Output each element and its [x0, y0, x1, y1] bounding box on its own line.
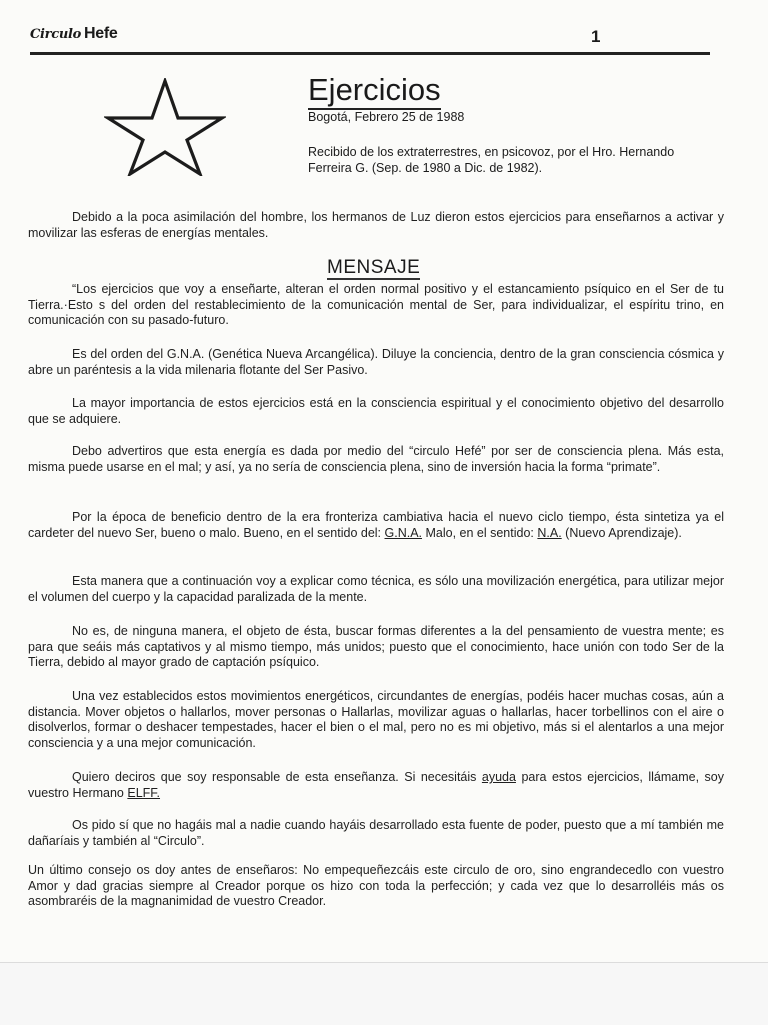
ayuda-word: ayuda [481, 770, 516, 784]
na-abbreviation: N.A. [537, 525, 562, 540]
paragraph-text: Os pido sí que no hagáis mal a nadie cuando hayáis desarrollado esta fuente de poder, puesto que a mí también me dañaríais y también al “Circulo”. [28, 818, 724, 848]
paragraph-text: “Los ejercicios que voy a enseñarte, alteran el orden normal positivo y el estancamiento psíquico en el Ser de tu Tierra.·Esto s del orden del restablecimiento de la comunicación mental de Ser, para individualizar, el espíritu trino, en comunicación con su pasado-futuro. [28, 282, 724, 327]
paragraph [28, 689, 724, 751]
page-number: 1 [591, 27, 601, 46]
header-logo [30, 25, 118, 43]
paragraph [28, 818, 724, 849]
paragraph [28, 282, 724, 329]
gna-abbreviation: G.N.A. [384, 525, 423, 540]
intro-paragraph [28, 210, 724, 241]
paragraph-text: (Nuevo Aprendizaje). [561, 525, 682, 540]
paragraph [28, 444, 724, 475]
section-heading: MENSAJE [327, 257, 421, 278]
paragraph-text: Debo advertiros que esta energía es dada por medio del “circulo Hefé” por ser de consciencia plena. Más esta, misma puede usarse en el mal; y así, ya no sería de consciencia plena, sino de inversión hacia la forma “primate”. [28, 444, 724, 474]
document-date: Bogotá, Febrero 25 de 1988 [308, 110, 465, 124]
intro-text: Debido a la poca asimilación del hombre, los hermanos de Luz dieron estos ejercicios para enseñarnos a activar y movilizar las esferas de energías mentales. [28, 210, 724, 240]
paragraph [28, 347, 724, 378]
paragraph [28, 396, 724, 427]
paragraph [28, 574, 724, 605]
paragraph [28, 770, 724, 801]
page-bottom-margin [0, 962, 768, 1025]
logo-word: Hefe [84, 25, 118, 42]
paragraph [28, 863, 724, 910]
star-icon [104, 78, 226, 176]
page-title: Ejercicios [308, 72, 441, 110]
paragraph-text: No es, de ninguna manera, el objeto de ésta, buscar formas diferentes a la del pensamiento de vuestra mente; es para que seáis más captativos y al mismo tiempo, más unidos; puesto que el conocimiento, hace unión con todo Ser de la Tierra, debido al mayor grado de captación psíquico. [28, 624, 724, 669]
paragraph-text: Esta manera que a continuación voy a explicar como técnica, es sólo una movilización energética, para utilizar mejor el volumen del cuerpo y la capacidad paralizada de la mente. [28, 574, 724, 604]
paragraph-text: Una vez establecidos estos movimientos energéticos, circundantes de energías, podéis hacer muchas cosas, aún a distancia. Mover objetos o hallarlos, mover personas o Hallarlas, movilizar aguas o hallarlas, hacer torbellinos con el aire o disolverlos, formar o deshacer tempestades, hacer el bien o el mal, pero no es mi objetivo, más si el alentarlos a una mejor consciencia y a una mejor comunicación. [28, 689, 724, 750]
paragraph [28, 510, 724, 541]
paragraph-text: Malo, en el sentido: [422, 525, 538, 540]
received-note: Recibido de los extraterrestres, en psicovoz, por el Hro. Hernando Ferreira G. (Sep. de 1980 a Dic. de 1982). [308, 145, 675, 175]
paragraph-text: La mayor importancia de estos ejercicios está en la consciencia espiritual y el conocimiento objetivo del desarrollo que se adquiere. [28, 396, 724, 426]
header-rule [30, 52, 710, 55]
elff-name: ELFF. [127, 785, 161, 800]
paragraph-text: Por la época de beneficio dentro de la era fronteriza cambiativa hacia el nuevo ciclo tiempo, ésta sintetiza ya el cardeter del nuevo Ser, bueno o malo. Bueno, en el sentido del: [28, 510, 724, 540]
paragraph-text: Quiero deciros que soy responsable de esta enseñanza. Si necesitáis [72, 770, 482, 784]
paragraph [28, 624, 724, 671]
paragraph-text: Es del orden del G.N.A. (Genética Nueva Arcangélica). Diluye la conciencia, dentro de la gran consciencia cósmica y abre un paréntesis a la vida milenaria flotante del Ser Pasivo. [28, 347, 724, 377]
logo-script: Circulo [30, 27, 82, 42]
paragraph-text: para estos ejercicios, llámame, soy vuestro Hermano [28, 770, 724, 800]
paragraph-text: Un último consejo os doy antes de enseñaros: No empequeñezcáis este circulo de oro, sino engrandecedlo con vuestro Amor y dad gracias siempre al Creador porque os hizo con toda la perfección; y cada vez que lo desarrolléis más os asombraréis de la magnanimidad de vuestro Creador. [28, 863, 724, 908]
